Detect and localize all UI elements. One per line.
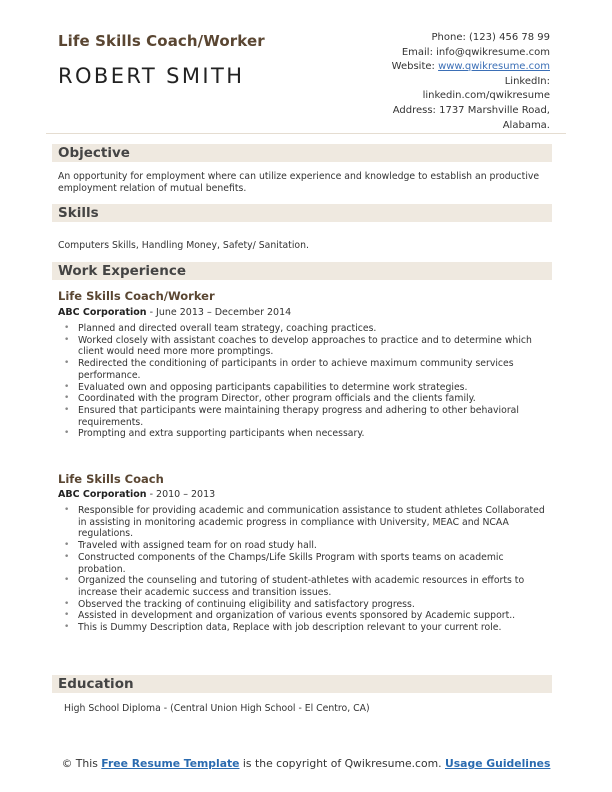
list-item: • Worked closely with assistant coaches to develop approaches to practice and to determine which client would need more more promptings. [62, 335, 554, 358]
job-2-title: Life Skills Coach [58, 472, 164, 486]
contact-email: Email: info@qwikresume.com [401, 46, 550, 58]
list-item: • Assisted in development and organization of various events sponsored by Academic support.. [62, 610, 554, 622]
job-1-company: ABC Corporation [58, 307, 147, 318]
list-item: • Organized the counseling and tutoring of student-athletes with academic resources in efforts to increase their academic success and transition issues. [62, 575, 554, 598]
objective-title: Objective [58, 145, 130, 161]
header-divider [46, 133, 566, 134]
candidate-name: ROBERT SMITH [58, 64, 245, 88]
job-2-dates: - 2010 – 2013 [146, 489, 216, 500]
contact-website [330, 60, 550, 75]
list-item: • Redirected the conditioning of participants in order to achieve maximum community services performance. [62, 358, 554, 381]
list-item: • Evaluated own and opposing participants capabilities to determine work strategies. [62, 382, 554, 394]
job-2-bullets [62, 505, 554, 634]
contact-website-label: Website: [391, 61, 439, 73]
education-text: High School Diploma - (Central Union High School - El Centro, CA) [64, 703, 370, 714]
footer [60, 757, 552, 771]
list-item: • Observed the tracking of continuing eligibility and satisfactory progress. [62, 599, 554, 611]
work-title: Work Experience [58, 263, 186, 279]
usage-guidelines-link[interactable]: Usage Guidelines [444, 757, 551, 770]
list-item: • Prompting and extra supporting participants when necessary. [62, 428, 554, 440]
contact-linkedin-value: linkedin.com/qwikresume [422, 90, 550, 102]
footer-middle: is the copyright of Qwikresume.com. [239, 757, 445, 770]
list-item: • Constructed components of the Champs/Life Skills Program with sports teams on academic probation. [62, 552, 554, 575]
skills-title: Skills [58, 205, 99, 221]
job-1-dates: - June 2013 – December 2014 [146, 307, 292, 318]
job-1-bullets [62, 323, 554, 440]
header-job-title: Life Skills Coach/Worker [58, 32, 265, 50]
list-item: • Traveled with assigned team for on road study hall. [62, 540, 554, 552]
contact-address-line2: Alabama. [502, 119, 550, 131]
skills-section-header [52, 204, 552, 222]
contact-address-line1: Address: 1737 Marshville Road, [392, 104, 550, 116]
list-item: • Coordinated with the program Director, other program officials and the clients family. [62, 393, 554, 405]
job-2-company: ABC Corporation [58, 489, 147, 500]
objective-section-header [52, 144, 552, 162]
list-item: • Responsible for providing academic and communication assistance to student athletes Collaborated in assisting in monitoring academic progress in compliance with University, MEAC and NCAA regulations. [62, 505, 554, 540]
free-resume-template-link[interactable]: Free Resume Template [101, 757, 240, 770]
education-title: Education [58, 676, 134, 692]
list-item: • This is Dummy Description data, Replace with job description relevant to your current role. [62, 622, 554, 634]
footer-prefix: © This [61, 757, 102, 770]
list-item: • Ensured that participants were maintaining therapy progress and adhering to other behavioral requirements. [62, 405, 554, 428]
job-1-company-line [58, 307, 291, 318]
contact-block [330, 31, 550, 133]
education-section-header [52, 675, 552, 693]
contact-phone: Phone: (123) 456 78 99 [431, 32, 550, 43]
work-section-header [52, 262, 552, 280]
job-1-title: Life Skills Coach/Worker [58, 289, 215, 303]
objective-text: An opportunity for employment where can utilize experience and knowledge to establish an productive employment relation of mutual benefits. [58, 171, 540, 194]
skills-text: Computers Skills, Handling Money, Safety/ Sanitation. [58, 240, 309, 251]
website-link[interactable]: www.qwikresume.com [438, 61, 550, 73]
list-item: • Planned and directed overall team strategy, coaching practices. [62, 323, 554, 335]
job-2-company-line [58, 489, 215, 500]
contact-linkedin-label: LinkedIn: [504, 75, 550, 87]
